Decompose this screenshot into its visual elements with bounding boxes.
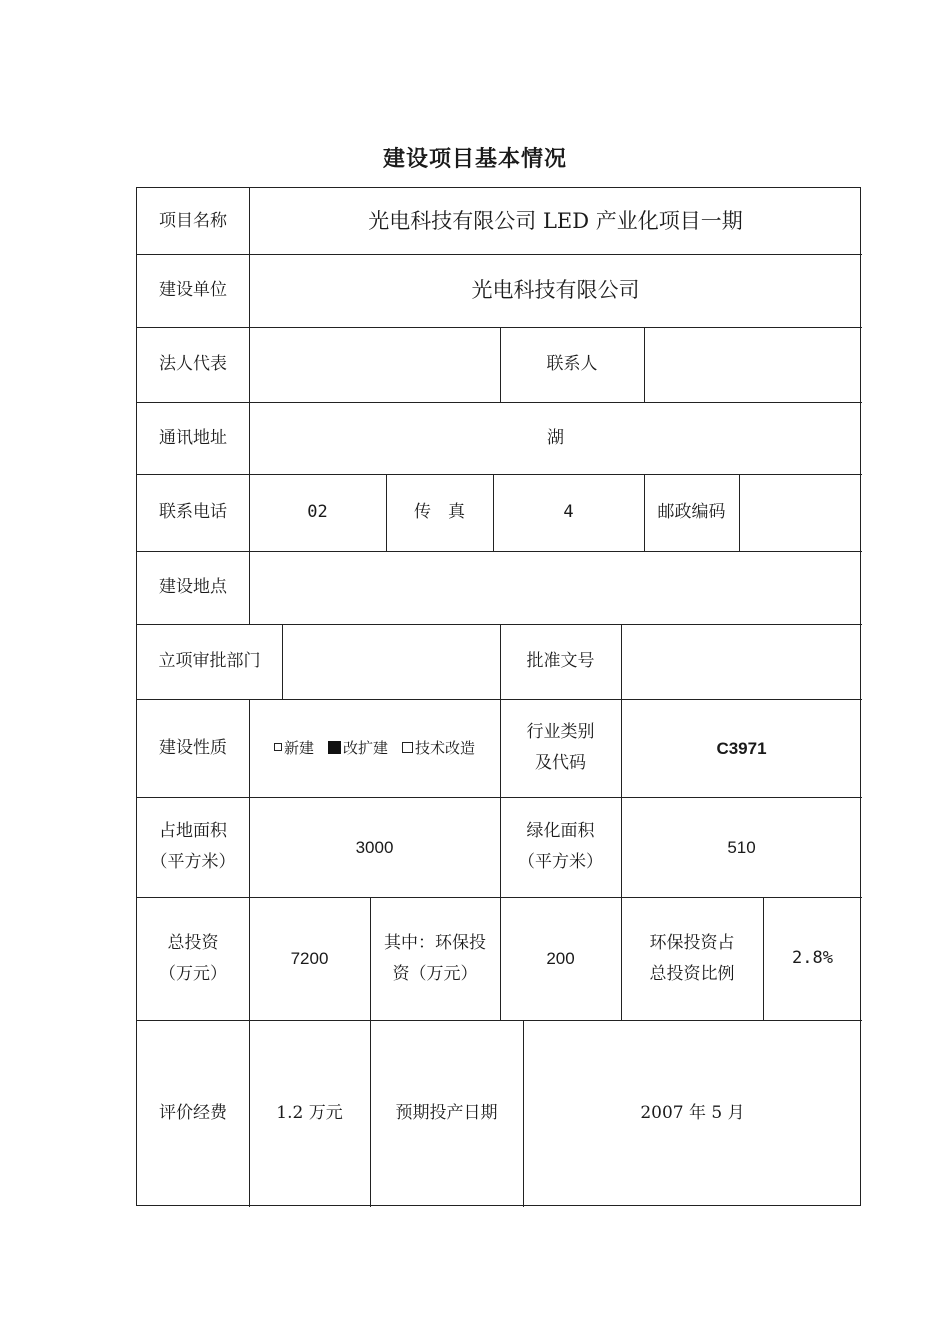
fax-value: 4 xyxy=(563,502,574,522)
builder-value: 光电科技有限公司 xyxy=(471,278,640,302)
green-area-value: 510 xyxy=(727,837,756,857)
option-expand-label: 改扩建 xyxy=(342,738,388,757)
land-area-label-line2: （平方米） xyxy=(150,852,236,872)
env-ratio-label xyxy=(621,897,763,1020)
postcode-label: 邮政编码 xyxy=(657,502,726,522)
contact-label: 联系人 xyxy=(546,354,598,374)
address-value: 湖 xyxy=(547,427,564,448)
option-expand[interactable] xyxy=(328,733,388,764)
land-area-label-line1: 占地面积 xyxy=(159,821,227,841)
green-area-label xyxy=(500,797,621,897)
env-investment-label xyxy=(370,897,500,1020)
postcode-value xyxy=(739,474,862,551)
green-area-label-line1: 绿化面积 xyxy=(526,821,595,841)
total-investment-label-line2: （万元） xyxy=(159,963,227,984)
industry-label xyxy=(500,699,621,797)
option-new-label: 新建 xyxy=(283,738,314,757)
total-investment-value: 7200 xyxy=(290,949,329,968)
approval-doc-value xyxy=(621,624,862,699)
contact-value xyxy=(644,327,862,402)
page-title: 建设项目基本情况 xyxy=(382,147,567,172)
industry-label-line1: 行业类别 xyxy=(526,722,595,742)
option-new[interactable] xyxy=(274,733,314,764)
nature-options xyxy=(249,699,500,797)
approval-dept-value xyxy=(282,624,500,699)
phone-value: 02 xyxy=(307,502,328,522)
option-tech[interactable] xyxy=(402,733,475,764)
nature-label: 建设性质 xyxy=(159,737,227,758)
env-ratio-label-line2: 总投资比例 xyxy=(649,963,735,984)
env-investment-label-line2: 资（万元） xyxy=(392,963,478,984)
checkbox-empty-icon xyxy=(274,743,282,751)
land-area-label xyxy=(137,797,249,897)
legal-rep-value xyxy=(249,327,500,402)
phone-label: 联系电话 xyxy=(159,502,227,522)
site-label: 建设地点 xyxy=(159,577,227,597)
total-investment-label-line1: 总投资 xyxy=(167,932,219,953)
option-tech-label: 技术改造 xyxy=(415,738,476,757)
env-investment-value: 200 xyxy=(546,949,575,968)
assessment-fee-value: 1.2 万元 xyxy=(276,1103,343,1123)
site-value xyxy=(249,551,862,624)
env-ratio-value: 2.8% xyxy=(792,948,833,968)
industry-code: C3971 xyxy=(716,738,767,758)
production-date-value: 2007 年 5 月 xyxy=(640,1103,745,1123)
checkbox-filled-icon xyxy=(328,741,341,754)
builder-label: 建设单位 xyxy=(159,280,227,300)
total-investment-label xyxy=(137,897,249,1020)
approval-doc-label: 批准文号 xyxy=(526,651,595,671)
land-area-value: 3000 xyxy=(355,837,394,857)
industry-label-line2: 及代码 xyxy=(535,753,586,773)
approval-dept-label: 立项审批部门 xyxy=(158,651,261,671)
project-name-label: 项目名称 xyxy=(159,210,227,231)
checkbox-empty-icon xyxy=(402,742,413,753)
assessment-fee-label: 评价经费 xyxy=(159,1103,227,1123)
green-area-label-line2: （平方米） xyxy=(518,852,603,872)
env-ratio-label-line1: 环保投资占 xyxy=(649,932,735,953)
address-label: 通讯地址 xyxy=(159,427,227,448)
fax-label: 传 真 xyxy=(414,502,465,522)
project-name-value: 光电科技有限公司 LED 产业化项目一期 xyxy=(368,208,743,233)
env-investment-label-line1: 其中：环保投 xyxy=(384,932,486,953)
project-info-table xyxy=(136,187,861,1206)
legal-rep-label: 法人代表 xyxy=(159,354,227,374)
production-date-label: 预期投产日期 xyxy=(395,1103,498,1123)
